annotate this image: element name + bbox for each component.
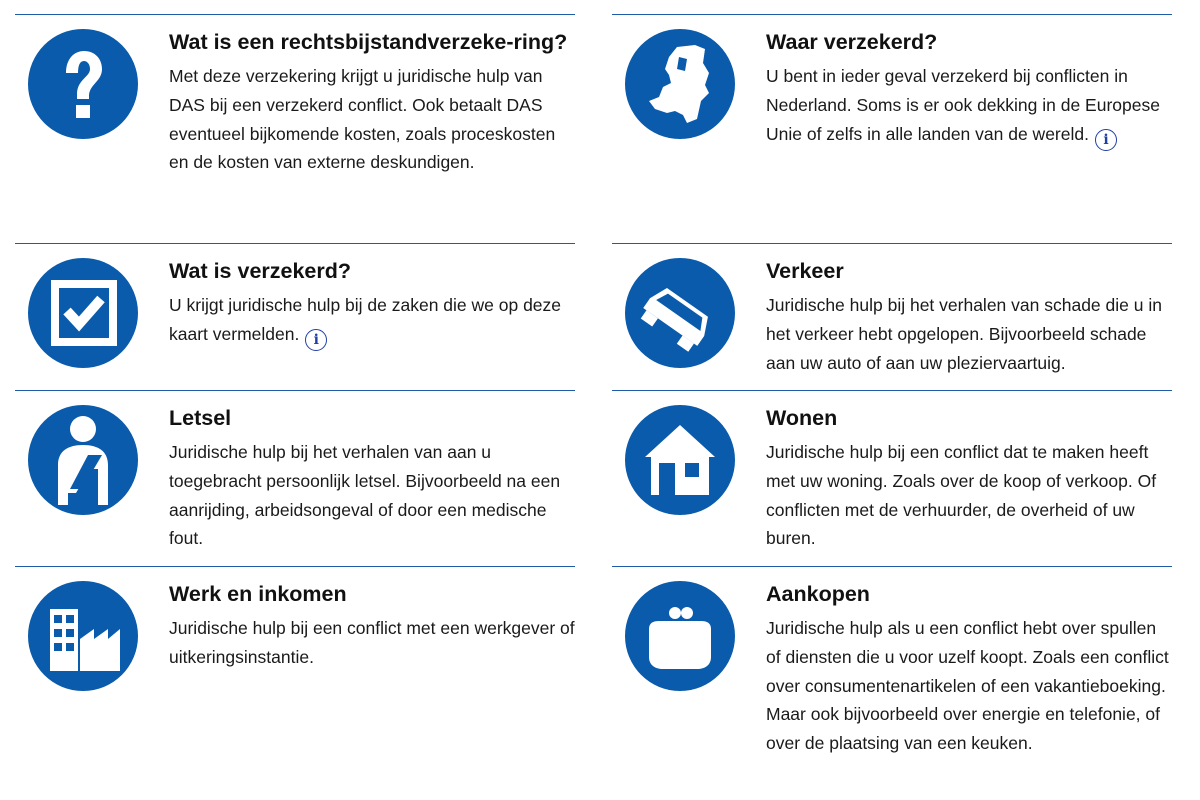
block-title: Aankopen [766, 582, 870, 606]
question-icon [28, 29, 138, 139]
info-block-letsel [15, 390, 575, 566]
info-block-where [612, 14, 1172, 243]
block-title: Verkeer [766, 259, 844, 283]
block-body: U krijgt juridische hulp bij de zaken die we op deze kaart vermelden. i [169, 291, 575, 351]
info-block-wonen [612, 390, 1172, 566]
block-title: Wonen [766, 406, 838, 430]
purse-icon [625, 581, 735, 691]
block-body: Juridische hulp bij een conflict dat te maken heeft met uw woning. Zoals over de koop of verkoop. Of conflicten met de verhuurder, de overheid of uw buren. [766, 442, 1157, 549]
info-block-what-insured [15, 243, 575, 390]
block-title: Wat is een rechtsbijstandverzeke-ring? [169, 30, 568, 54]
block-body: Met deze verzekering krijgt u juridische hulp van DAS bij een verzekerd conflict. Ook betaalt DAS eventueel bijkomende kosten, zoals proceskosten en de kosten van externe deskundigen. [169, 66, 556, 173]
info-icon[interactable]: i [305, 329, 327, 351]
block-body: Juridische hulp bij een conflict met een werkgever of uitkeringsinstantie. [169, 618, 575, 667]
injured-person-icon [28, 405, 138, 515]
info-icon[interactable]: i [1095, 129, 1117, 151]
info-block-aankopen [612, 566, 1172, 786]
netherlands-map-icon [625, 29, 735, 139]
overturned-car-icon [625, 258, 735, 368]
info-block-werk [15, 566, 575, 786]
block-body: Juridische hulp als u een conflict hebt over spullen of diensten die u voor uzelf koopt. Zoals een conflict over consumentenartikelen of een vakantieboeking. Maar ook bijvoorbeeld over energie en telefonie, of over de plaatsing van een keuken. [766, 618, 1169, 754]
checkbox-icon [28, 258, 138, 368]
info-block-verkeer [612, 243, 1172, 390]
info-block-what-is [15, 14, 575, 243]
block-body: U bent in ieder geval verzekerd bij conflicten in Nederland. Soms is er ook dekking in de Europese Unie of zelfs in alle landen van de wereld. i [766, 62, 1172, 151]
block-body: Juridische hulp bij het verhalen van aan u toegebracht persoonlijk letsel. Bijvoorbeeld na een aanrijding, arbeidsongeval of door een medische fout. [169, 442, 561, 549]
block-title: Werk en inkomen [169, 582, 347, 606]
block-title: Letsel [169, 406, 232, 430]
block-body: Juridische hulp bij het verhalen van schade die u in het verkeer hebt opgelopen. Bijvoorbeeld schade aan uw auto of aan uw pleziervaartuig. [766, 295, 1162, 373]
block-title: Wat is verzekerd? [169, 259, 352, 283]
house-icon [625, 405, 735, 515]
left-column [15, 14, 575, 786]
block-title: Waar verzekerd? [766, 30, 938, 54]
factory-icon [28, 581, 138, 691]
right-column [612, 14, 1172, 786]
